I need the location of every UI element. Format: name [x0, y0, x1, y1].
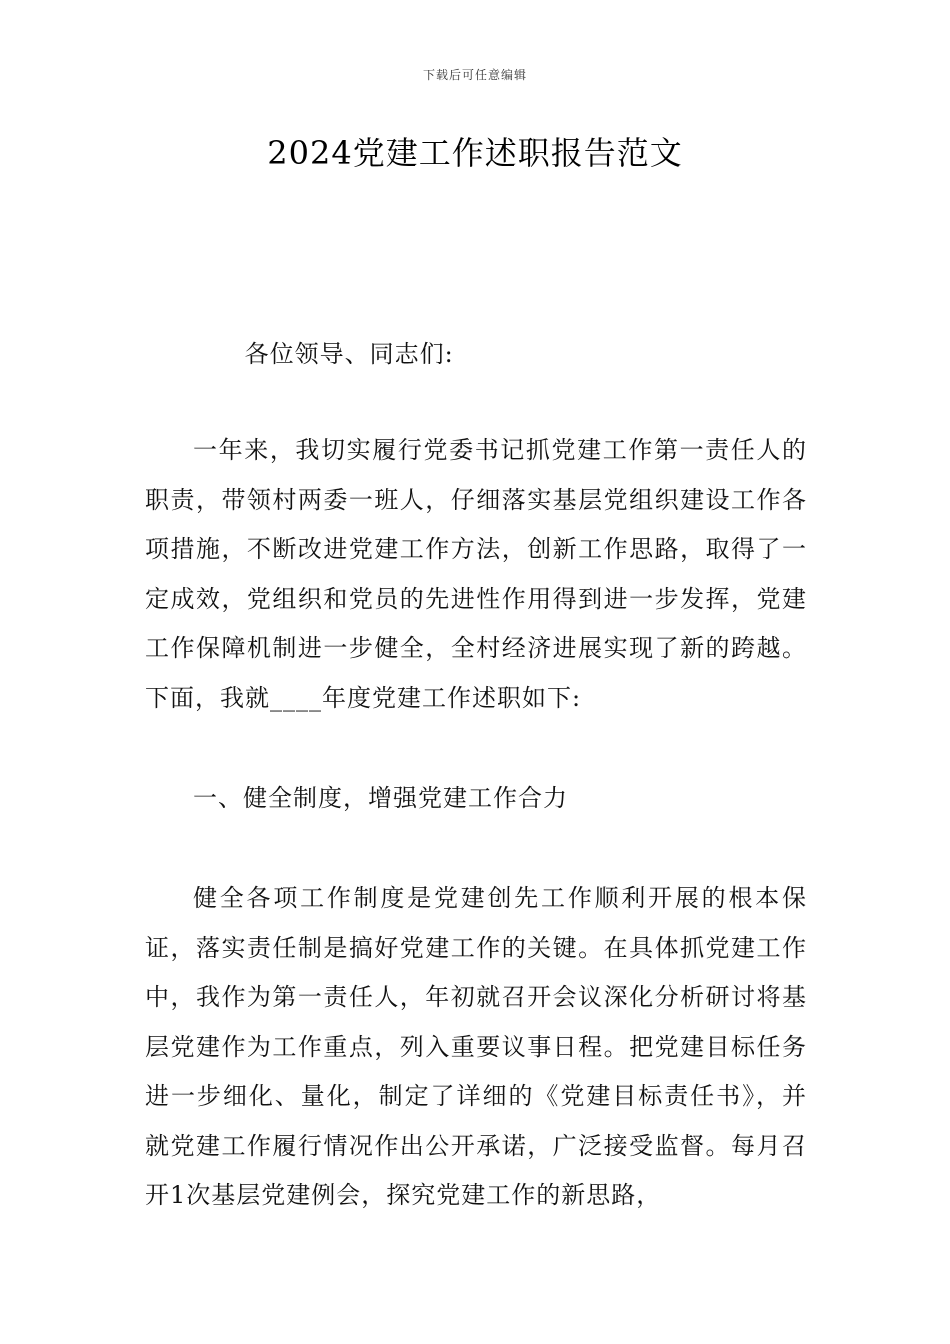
section-heading: 一、健全制度，增强党建工作合力	[193, 784, 568, 812]
page-title: 2024党建工作述职报告范文	[267, 134, 683, 172]
section-body-paragraph: 健全各项工作制度是党建创先工作顺利开展的根本保证，落实责任制是搞好党建工作的关键。在具体抓党建工作中，我作为第一责任人，年初就召开会议深化分析研讨将基层党建作为工作重点，列入重要议事日程。把党建目标任务进一步细化、量化，制定了详细的《党建目标责任书》，并就党建工作履行情况作出公开承诺，广泛接受监督。每月召开1次基层党建例会，探究党建工作的新思路，	[145, 884, 807, 1209]
header-note: 下载后可任意编辑	[422, 68, 527, 82]
greeting: 各位领导、同志们:	[244, 340, 454, 368]
intro-paragraph: 一年来，我切实履行党委书记抓党建工作第一责任人的职责，带领村两委一班人，仔细落实基层党组织建设工作各项措施，不断改进党建工作方法，创新工作思路，取得了一定成效，党组织和党员的先进性作用得到进一步发挥，党建工作保障机制进一步健全，全村经济进展实现了新的跨越。下面，我就____年度党建工作述职如下:	[145, 436, 807, 712]
